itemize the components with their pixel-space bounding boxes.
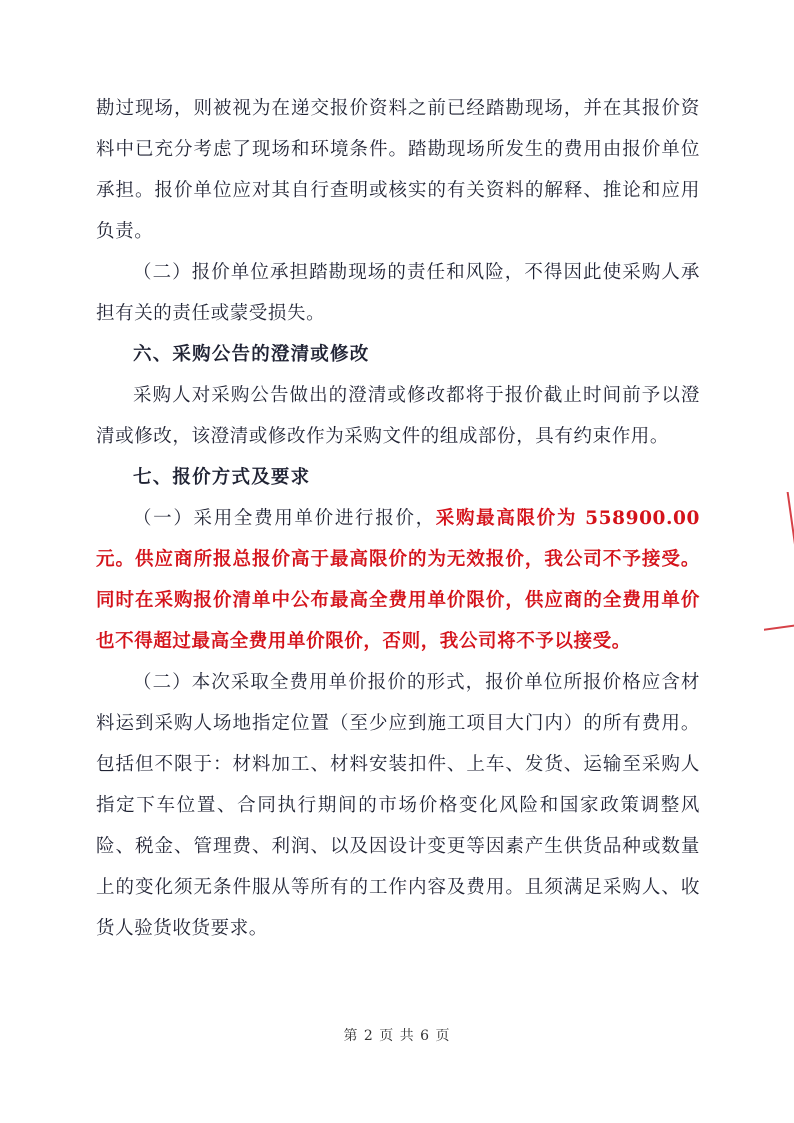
section-heading-seven: 七、报价方式及要求 [133, 467, 311, 488]
seal-border [764, 492, 794, 632]
seal-line-1 [764, 493, 789, 533]
paragraph-all-inclusive-unit-price: （二）本次采取全费用单价报价的形式，报价单位所报价格应含材料运到采购人场地指定位置（至少应到施工项目大门内）的所有费用。包括但不限于：材料加工、材料安装扣件、上车、发货、运输至采购人指定下车位置、合同执行期间的市场价格变化风险和国家政策调整风险、税金、管理费、利润、以及因设计变更等因素产生供货品种或数量上的变化须无条件服从等所有的工作内容及费用。且须满足采购人、收货人验货收货要求。 [96, 672, 700, 939]
paragraph-quotation-price-limit [96, 498, 700, 662]
page-footer: 第 2 页 共 6 页 [343, 1028, 451, 1044]
seal-line-2 [764, 541, 794, 579]
paragraph-continuation: 勘过现场，则被视为在递交报价资料之前已经踏勘现场，并在其报价资料中已充分考虑了现场和环境条件。踏勘现场所发生的费用由报价单位承担。报价单位应对其自行查明或核实的有关资料的解释、推论和应用负责。 [96, 98, 700, 242]
section-heading-six: 六、采购公告的澄清或修改 [133, 344, 370, 365]
paragraph-clarification: 采购人对采购公告做出的澄清或修改都将于报价截止时间前予以澄清或修改，该澄清或修改作为采购文件的组成部份，具有约束作用。 [96, 385, 700, 447]
document-body [96, 88, 700, 949]
quotation-lead-text: （一）采用全费用单价进行报价， [133, 508, 436, 529]
paragraph-site-survey-responsibility: （二）报价单位承担踏勘现场的责任和风险，不得因此使采购人承担有关的责任或蒙受损失。 [96, 262, 700, 324]
highest-limit-price-red-text: 采购最高限价为 558900.00 元。供应商所报总报价高于最高限价的为无效报价，我公司不予接受。同时在采购报价清单中公布最高全费用单价限价，供应商的全费用单价也不得超过最高全费用单价限价，否则，我公司将不予以接受。 [96, 508, 700, 652]
red-seal-icon [764, 492, 794, 632]
